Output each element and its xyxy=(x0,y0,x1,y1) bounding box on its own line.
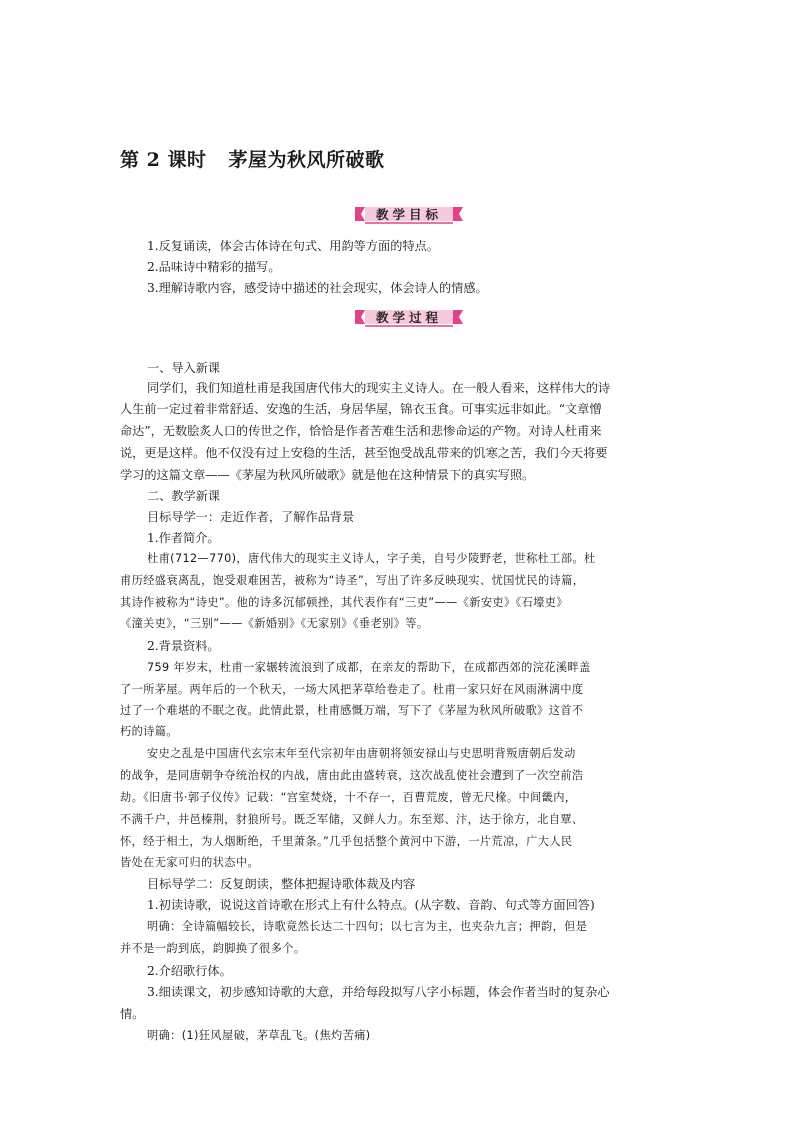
answer-line: 并不是一韵到底，韵脚换了很多个。 xyxy=(120,942,306,955)
section-heading: 二、教学新课 xyxy=(147,489,221,503)
lesson-number: 第 2 课时 xyxy=(120,149,207,171)
section-label: 教学目标 xyxy=(375,207,442,222)
goal-item: 1.反复诵读，体会古体诗在句式、用韵等方面的特点。 xyxy=(147,239,439,253)
subsection-heading: 目标导学二：反复朗读，整体把握诗歌体裁及内容 xyxy=(147,877,416,891)
subsection-heading: 目标导学一：走近作者，了解作品背景 xyxy=(147,510,355,524)
item-heading: 2.背景资料。 xyxy=(147,639,220,653)
paragraph-line: 皆处在无家可归的状态中。 xyxy=(120,856,260,869)
paragraph-line: 的战争，是同唐朝争夺统治权的内战，唐由此由盛转衰，这次战乱使社会遭到了一次空前浩 xyxy=(120,769,584,782)
section-banner-teaching-goals xyxy=(355,203,463,225)
section-label: 教学过程 xyxy=(375,310,442,325)
paragraph-line: 说，更是这样。他不仅没有过上安稳的生活，甚至饱受战乱带来的饥寒之苦，我们今天将要 xyxy=(120,446,608,460)
answer-line: 明确：全诗篇幅较长，诗歌竟然长达二十四句；以七言为主，也夹杂九言；押韵，但是 xyxy=(147,920,588,933)
paragraph-line: 甫历经盛衰离乱，饱受艰难困苦，被称为“诗圣”，写出了许多反映现实、忧国忧民的诗篇， xyxy=(120,574,585,587)
section-heading: 一、导入新课 xyxy=(147,361,221,375)
paragraph-line: 过了一个难堪的不眠之夜。此情此景，杜甫感慨万端，写下了《茅屋为秋风所破歌》这首不 xyxy=(120,704,584,717)
item-heading: 1.初读诗歌，说说这首诗歌在形式上有什么特点。(从字数、音韵、句式等方面回答) xyxy=(147,898,595,912)
paragraph-line: 劫。《旧唐书·郭子仪传》记载：“宫室焚烧，十不存一，百曹荒废，曾无尺椽。中间畿内， xyxy=(120,791,577,804)
paragraph-line: 了一所茅屋。两年后的一个秋天，一场大风把茅草给卷走了。杜甫一家只好在风雨淋漓中度 xyxy=(120,683,584,696)
paragraph-line: 其诗作被称为“诗史”。他的诗多沉郁顿挫，其代表作有“三吏”——《新安吏》《石壕吏》 xyxy=(120,596,568,609)
paragraph-line: 不满千户，井邑榛荆，豺狼所号。既乏军储，又鲜人力。东至郑、汴，达于徐方，北自覃、 xyxy=(120,813,584,826)
item-heading: 3.细读课文，初步感知诗歌的大意，并给每段拟写八字小标题，体会作者当时的复杂心 xyxy=(147,985,610,999)
paragraph-line: 杜甫(712—770)，唐代伟大的现实主义诗人，字子美，自号少陵野老，世称杜工部。杜 xyxy=(147,552,596,565)
paragraph-line: 怀，经于相土，为人烟断绝，千里萧条。”几乎包括整个黄河中下游，一片荒凉，广大人民 xyxy=(120,835,573,848)
paragraph-line: 759 年岁末，杜甫一家辗转流浪到了成都，在亲友的帮助下，在成都西郊的浣花溪畔盖 xyxy=(147,661,591,674)
answer-line: 明确：(1)狂风屋破，茅草乱飞。(焦灼苦痛) xyxy=(147,1029,371,1042)
paragraph-line: 同学们，我们知道杜甫是我国唐代伟大的现实主义诗人。在一般人看来，这样伟大的诗 xyxy=(147,381,611,395)
paragraph-line: 朽的诗篇。 xyxy=(120,725,178,738)
paragraph-line: 《潼关吏》，“三别”——《新婚别》《无家别》《垂老别》等。 xyxy=(120,617,429,630)
paragraph-line: 命达”，无数脍炙人口的传世之作，恰恰是作者苦难生活和悲惨命运的产物。对诗人杜甫来 xyxy=(120,424,602,438)
item-heading: 1.作者简介。 xyxy=(147,531,220,545)
goal-item: 2.品味诗中精彩的描写。 xyxy=(147,260,281,274)
goal-item: 3.理解诗歌内容，感受诗中描述的社会现实，体会诗人的情感。 xyxy=(147,281,488,295)
lesson-title xyxy=(120,145,384,172)
paragraph-line: 情。 xyxy=(120,1007,145,1021)
paragraph-line: 人生前一定过着非常舒适、安逸的生活，身居华屋，锦衣玉食。可事实远非如此。“文章憎 xyxy=(120,402,602,416)
paragraph-line: 学习的这篇文章——《茅屋为秋风所破歌》就是他在这种情景下的真实写照。 xyxy=(120,468,535,482)
paragraph-line: 安史之乱是中国唐代玄宗末年至代宗初年由唐朝将领安禄山与史思明背叛唐朝后发动 xyxy=(147,747,576,760)
poem-title: 茅屋为秋风所破歌 xyxy=(228,149,385,171)
section-banner-teaching-process xyxy=(355,306,463,328)
item-heading: 2.介绍歌行体。 xyxy=(147,964,232,978)
